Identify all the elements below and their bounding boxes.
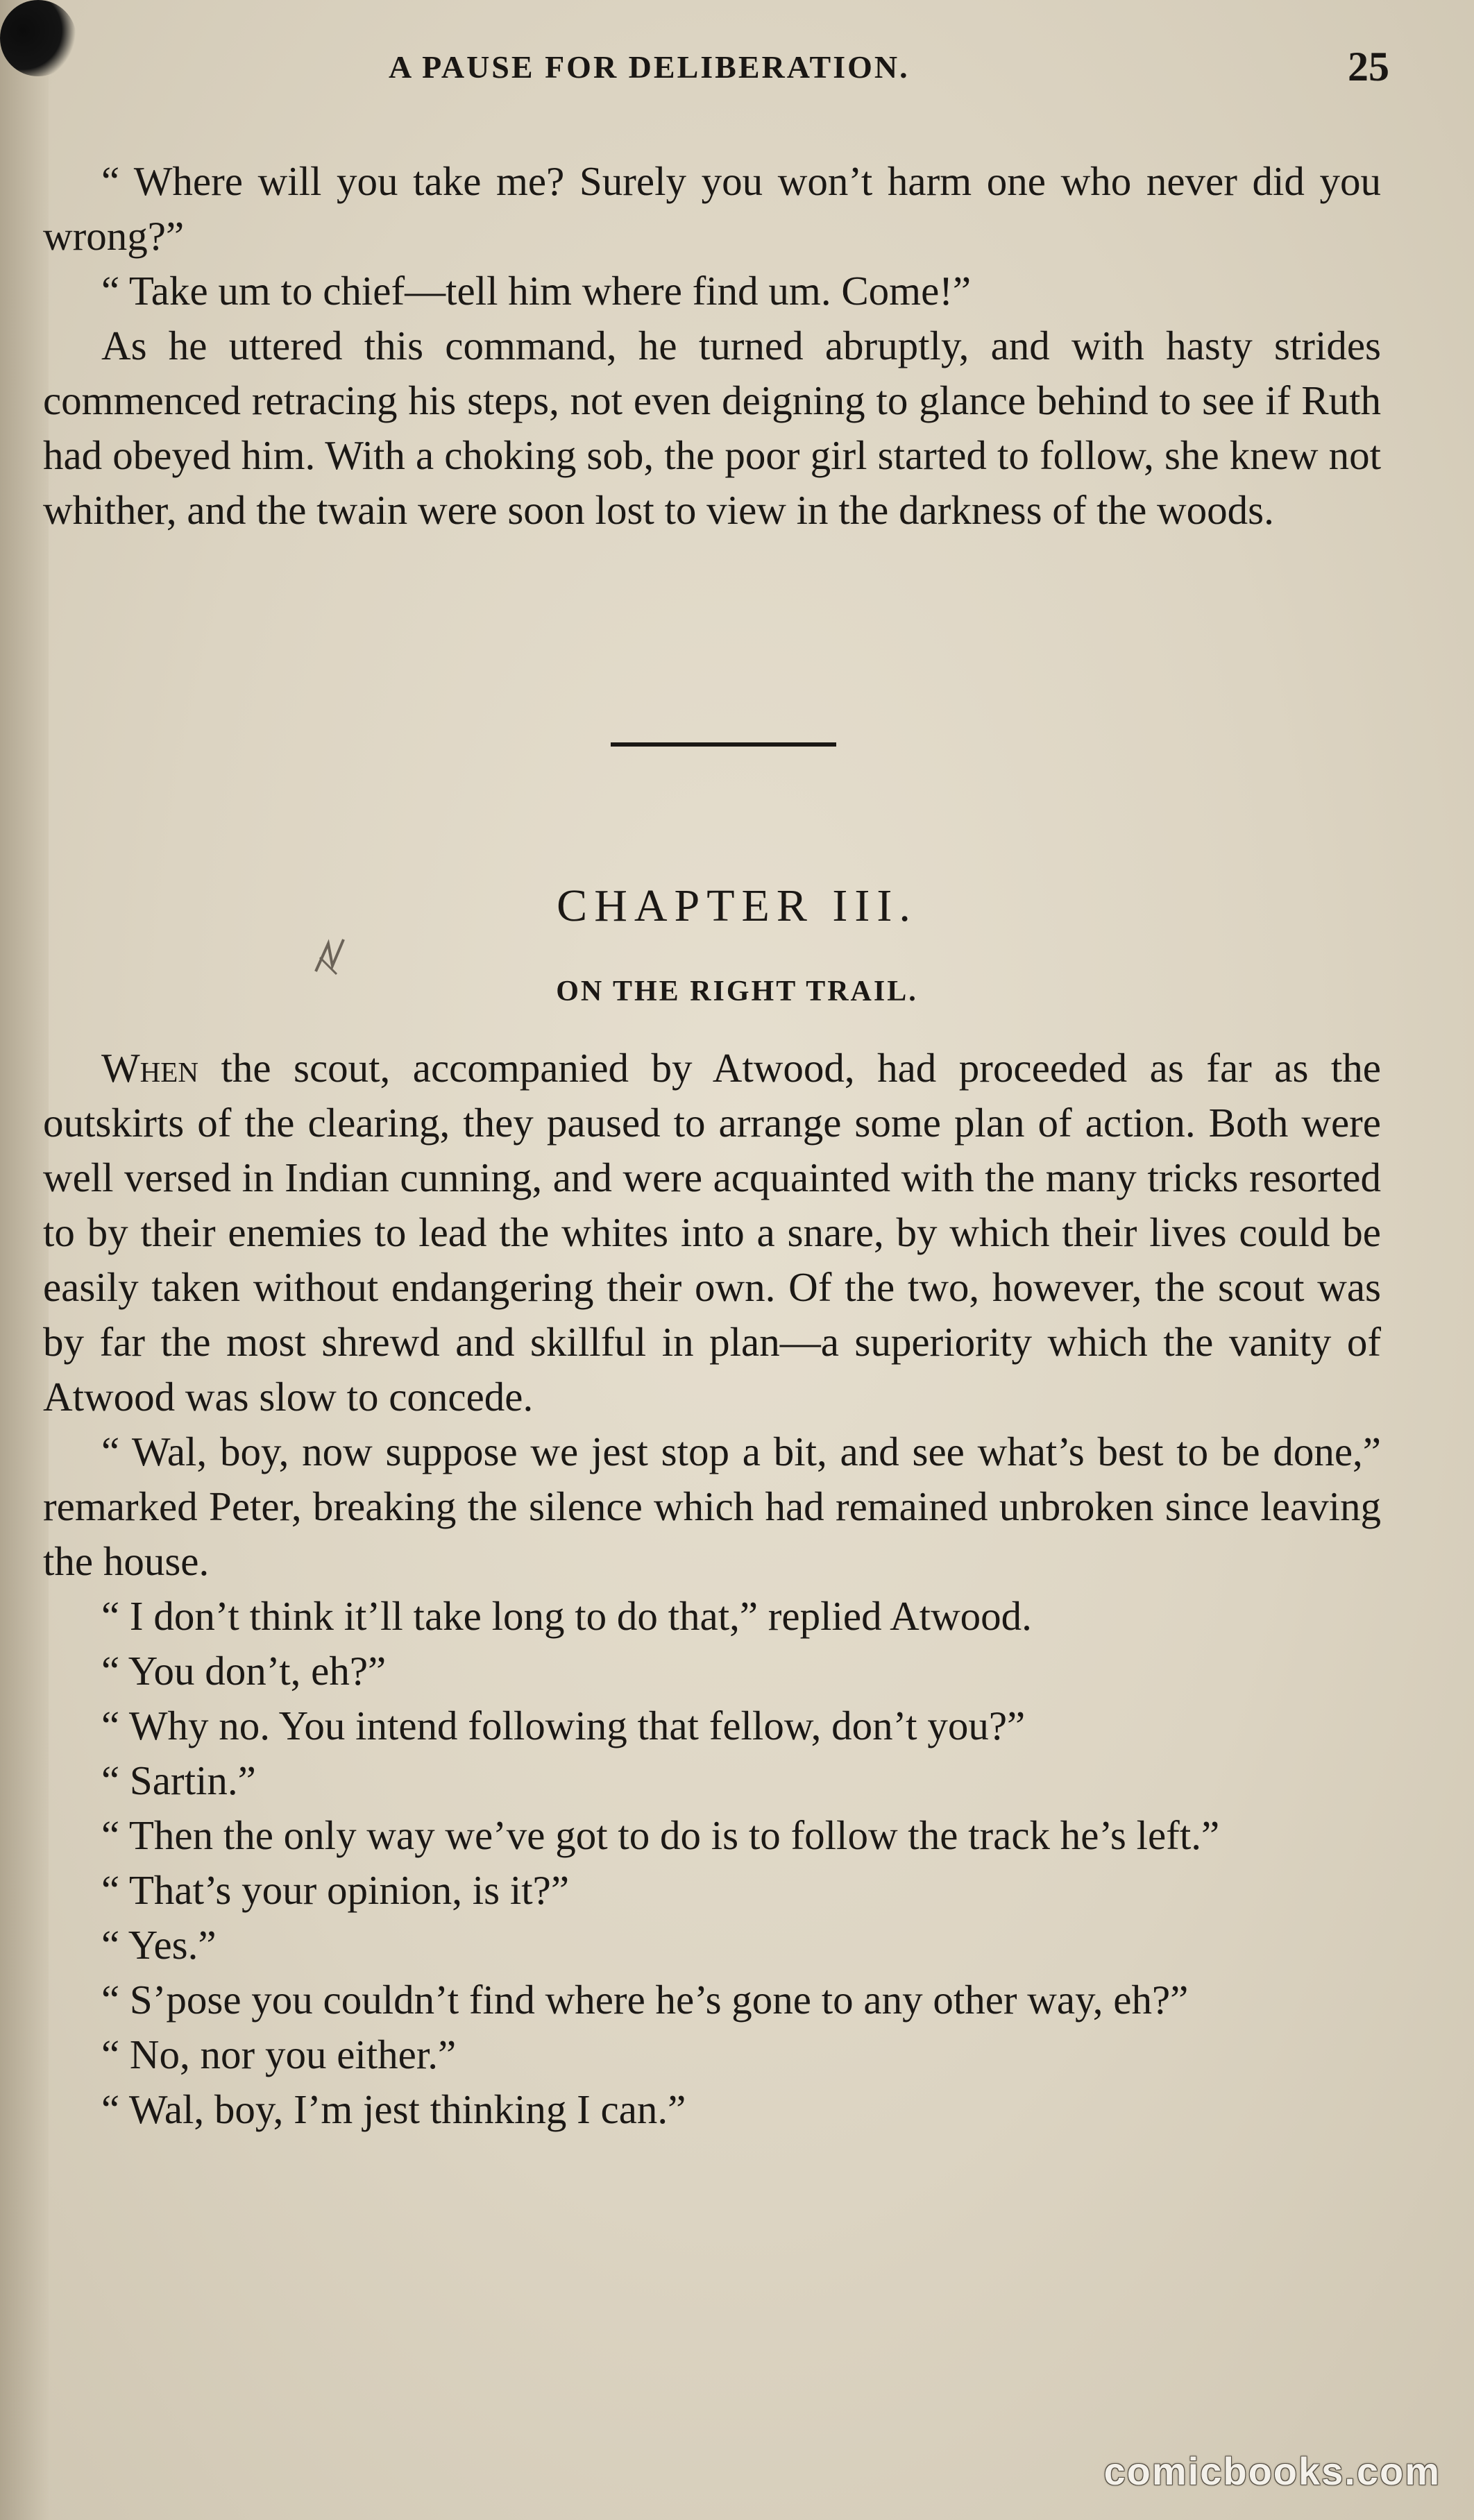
opening-word: When [101,1045,198,1091]
paragraph: “ I don’t think it’ll take long to do that,” replied Atwood. [101,1593,1032,1639]
paragraph: “ Where will you take me? Surely you won’t harm one who never did you wrong?” [43,158,1381,259]
paragraph: “ S’pose you couldn’t find where he’s gone to any other way, eh?” [101,1977,1189,2023]
running-title: A PAUSE FOR DELIBERATION. [389,49,910,85]
page-edge-shadow [0,0,49,2520]
section-divider [611,742,836,747]
chapter-subtitle: ON THE RIGHT TRAIL. [556,976,918,1007]
ink-blot-icon [0,0,76,76]
paragraph-text: the scout, accompanied by Atwood, had proceeded as far as the outskirts of the clearing, they paused to arrange some plan of action. Both were well versed in Indian cunning, and were acquainted with the many tricks resorted to by their enemies to lead the whites into a snare, by which their lives could be easily taken without endangering their own. Of the two, however, the scout was by far the most shrewd and skillful in plan—a superiority which the vanity of Atwood was slow to concede. [43,1045,1381,1420]
paragraph: “ No, nor you either.” [101,2032,457,2077]
chapter-body [43,1041,1381,2137]
paragraph: “ Sartin.” [101,1757,256,1803]
paragraph: “ Why no. You intend following that fellow, don’t you?” [101,1703,1026,1748]
paragraph: “ Then the only way we’ve got to do is to follow the track he’s left.” [101,1812,1220,1858]
paragraph: “ Wal, boy, I’m jest thinking I can.” [101,2086,686,2132]
watermark: comicbooks.com [1103,2449,1441,2493]
paragraph: “ Take um to chief—tell him where find um. Come!” [101,268,972,314]
paragraph: As he uttered this command, he turned abruptly, and with hasty strides commenced retracing his steps, not even deigning to glance behind to see if Ruth had obeyed him. With a choking sob, the poor girl started to follow, she knew not whither, and the twain were soon lost to view in the darkness of the woods. [43,323,1381,533]
paragraph: “ You don’t, eh?” [101,1648,387,1694]
paragraph [43,1041,1381,1424]
paragraph: “ That’s your opinion, is it?” [101,1867,570,1913]
chapter-title: CHAPTER III. [557,880,917,931]
paragraph: “ Yes.” [101,1922,217,1968]
page-number: 25 [1348,44,1389,90]
paragraph: “ Wal, boy, now suppose we jest stop a bit, and see what’s best to be done,” remarked Peter, breaking the silence which had remained unbroken since leaving the house. [43,1429,1381,1584]
top-text-block [43,154,1381,538]
